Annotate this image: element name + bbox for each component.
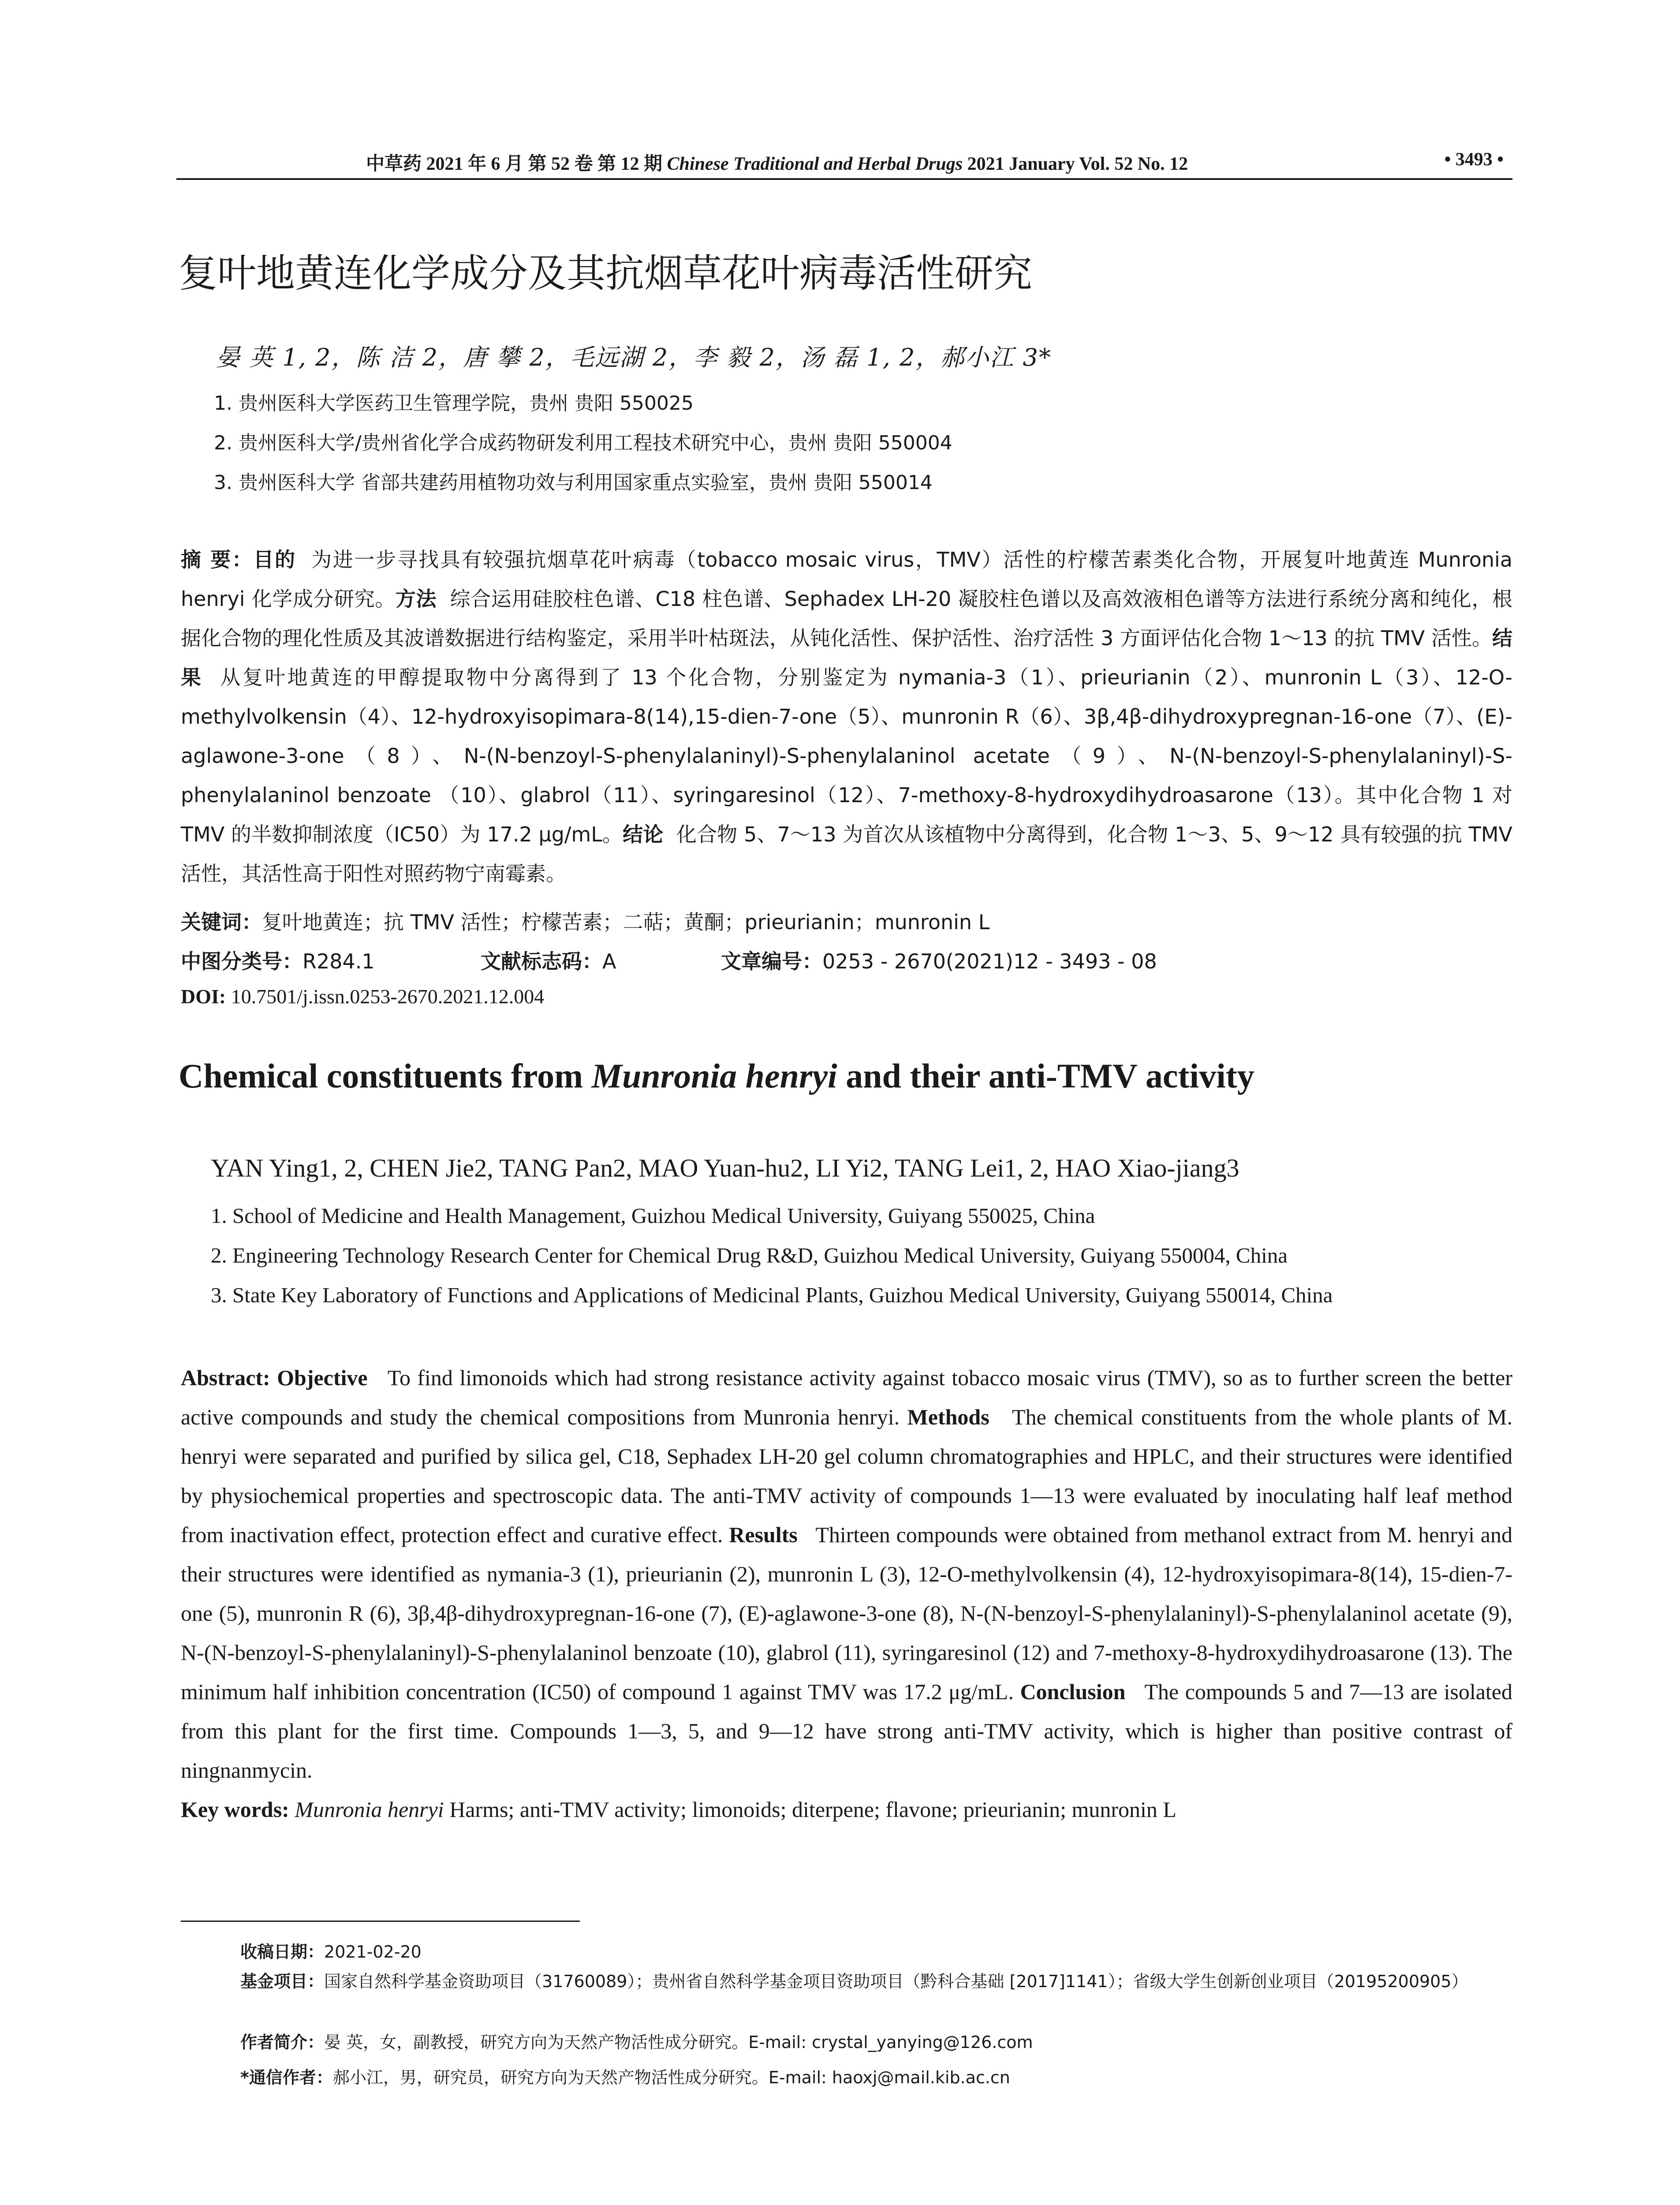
keywords-label-cn: 关键词： xyxy=(181,910,262,934)
abstract-en xyxy=(181,1358,1512,1829)
results-text-cn: 从复叶地黄连的甲醇提取物中分离得到了 13 个化合物，分别鉴定为 nymania-3（1）、prieurianin（2）、munronin L（3）、12-O-methylvolkensin（4）、12-hydroxyisopimara-8(14),15-dien-7-one（5）、munronin R（6）、3β,4β-dihydroxypregnan-16-one（7）、(E)-aglawone-3-one（8）、N-(N-benzoyl-S-phenylalaninyl)-S-phenylalaninol acetate（9）、N-(N-benzoyl-S-phenylalaninyl)-S-phenylalaninol benzoate （10）、glabrol（11）、syringaresinol（12）、7-methoxy-8-hydroxydihydroasarone（13）。其中化合物 1 对 TMV 的半数抑制浓度（IC50）为 17.2 μg/mL。 xyxy=(181,665,1512,846)
results-label-cn: 结果 xyxy=(181,626,1512,689)
abstract-label-cn: 摘 要： xyxy=(181,548,254,572)
footnote-rule xyxy=(181,1921,580,1922)
doi-label: DOI: xyxy=(181,985,226,1008)
affiliation-cn-2: 2. 贵州医科大学/贵州省化学合成药物研发利用工程技术研究中心，贵州 贵阳 550004 xyxy=(214,432,952,454)
results-text-en: Thirteen compounds were obtained from methanol extract from M. henryi and their structures were identified as nymania-3 (1), prieurianin (2), munronin L (3), 12-O-methylvolkensin (4), 12-hydroxyisopimara-8(14), 15-dien-7-one (5), munronin R (6), 3β,4β-dihydroxypregnan-16-one (7), (E)-aglawone-3-one (8), N-(N-benzoyl-S-phenylalaninyl)-S-phenylalaninol acetate (9), N-(N-benzoyl-S-phenylalaninyl)-S-phenylalaninol benzoate (10), glabrol (11), syringaresinol (12) and 7-methoxy-8-hydroxydihydroasarone (13). The minimum half inhibition concentration (IC50) of compound 1 against TMV was 17.2 μg/mL. xyxy=(181,1522,1512,1704)
affiliation-en-1: 1. School of Medicine and Health Management, Guizhou Medical University, Guiyang 550025, China xyxy=(211,1203,1095,1228)
conclusion-text-cn: 化合物 5、7～13 为首次从该植物中分离得到，化合物 1～3、5、9～12 具有较强的抗 TMV 活性，其活性高于阳性对照药物宁南霉素。 xyxy=(181,822,1513,886)
article-label: 文章编号： xyxy=(721,949,822,973)
methods-label-cn: 方法 xyxy=(395,587,437,611)
abstract-cn xyxy=(181,540,1512,893)
keywords-cn xyxy=(181,906,989,935)
journal-name-en: Chinese Traditional and Herbal Drugs xyxy=(667,154,963,174)
results-label-en: Results xyxy=(729,1522,798,1547)
doccode-label: 文献标志码： xyxy=(481,949,602,973)
class-label: 中图分类号： xyxy=(181,949,302,973)
page-number: • 3493 • xyxy=(1444,149,1504,170)
affiliation-en-3: 3. State Key Laboratory of Functions and Applications of Medicinal Plants, Guizhou Medical University, Guiyang 550014, China xyxy=(211,1283,1333,1307)
classification-line xyxy=(181,946,1157,975)
conclusion-label-cn: 结论 xyxy=(623,822,664,846)
doccode-value: A xyxy=(602,949,616,973)
received-value: 2021-02-20 xyxy=(324,1942,422,1962)
objective-text-en: To find limonoids which had strong resistance activity against tobacco mosaic virus (TMV), so as to further screen the better active compounds and study the chemical compositions from Munronia henryi. xyxy=(181,1365,1512,1429)
fund-value: 国家自然科学基金资助项目（31760089）；贵州省自然科学基金项目资助项目（黔科合基础 [2017]1141）；省级大学生创新创业项目（20195200905） xyxy=(324,1972,1468,1991)
issue-cn: 2021 年 6 月 第 52 卷 第 12 期 xyxy=(426,154,663,174)
title-en-part-3: and their anti-TMV activity xyxy=(837,1057,1254,1095)
methods-text-en: The chemical constituents from the whole plants of M. henryi were separated and purified by silica gel, C18, Sephadex LH-20 gel column chromatographies and HPLC, and their structures were identified by physiochemical properties and spectroscopic data. The anti-TMV activity of compounds 1—13 were evaluated by inoculating half leaf method from inactivation effect, protection effect and curative effect. xyxy=(181,1405,1512,1547)
received-label: 收稿日期： xyxy=(240,1942,325,1962)
doi-value: 10.7501/j.issn.0253-2670.2021.12.004 xyxy=(231,985,545,1008)
footnote-corresponding xyxy=(240,2064,1010,2091)
class-value: R284.1 xyxy=(302,949,375,973)
footnote-author-bio xyxy=(240,2029,1033,2056)
title-en xyxy=(179,1056,1254,1096)
doi-line xyxy=(181,985,544,1008)
title-en-species: Munronia henryi xyxy=(591,1057,837,1095)
authors-en: YAN Ying1, 2, CHEN Jie2, TANG Pan2, MAO Yuan-hu2, LI Yi2, TANG Lei1, 2, HAO Xiao-jiang3 xyxy=(211,1154,1239,1182)
conclusion-label-en: Conclusion xyxy=(1020,1679,1126,1704)
footnote-fund xyxy=(240,1968,1506,1995)
journal-name-cn: 中草药 xyxy=(366,154,422,174)
issue-en: 2021 January Vol. 52 No. 12 xyxy=(967,154,1188,174)
affiliation-cn-1: 1. 贵州医科大学医药卫生管理学院，贵州 贵阳 550025 xyxy=(214,392,694,415)
running-header xyxy=(176,144,1512,175)
objective-label-cn: 目的 xyxy=(253,548,296,572)
abstract-label-en: Abstract: Objective xyxy=(181,1365,368,1390)
footnote-received xyxy=(240,1938,422,1966)
article-value: 0253 - 2670(2021)12 - 3493 - 08 xyxy=(822,949,1157,973)
methods-label-en: Methods xyxy=(907,1405,989,1429)
running-header-left xyxy=(366,149,1188,176)
keywords-species-en: Munronia henryi xyxy=(295,1797,444,1822)
bio-label: 作者简介： xyxy=(240,2033,325,2052)
bio-value: 晏 英，女，副教授，研究方向为天然产物活性成分研究。E-mail: crystal_yanying@126.com xyxy=(324,2033,1033,2052)
header-rule xyxy=(176,178,1512,180)
conclusion-text-en: The compounds 5 and 7—13 are isolated from this plant for the first time. Compounds 1—3, 5, and 9—12 have strong anti-TMV activity, which is higher than positive contrast of ningnanmycin. xyxy=(181,1679,1512,1783)
keywords-label-en: Key words: xyxy=(181,1797,289,1822)
title-cn: 复叶地黄连化学成分及其抗烟草花叶病毒活性研究 xyxy=(179,250,1033,296)
corr-value: 郝小江，男，研究员，研究方向为天然产物活性成分研究。E-mail: haoxj@mail.kib.ac.cn xyxy=(332,2068,1010,2087)
corr-label: *通信作者： xyxy=(240,2068,333,2087)
objective-text-cn: 为进一步寻找具有较强抗烟草花叶病毒（tobacco mosaic virus，TMV）活性的柠檬苦素类化合物，开展复叶地黄连 Munronia henryi 化学成分研究。 xyxy=(181,548,1513,611)
keywords-text-cn: 复叶地黄连；抗 TMV 活性；柠檬苦素；二萜；黄酮；prieurianin；munronin L xyxy=(262,910,990,934)
keywords-text-en: Harms; anti-TMV activity; limonoids; diterpene; flavone; prieurianin; munronin L xyxy=(444,1797,1176,1822)
methods-text-cn: 综合运用硅胶柱色谱、C18 柱色谱、Sephadex LH-20 凝胶柱色谱以及高效液相色谱等方法进行系统分离和纯化，根据化合物的理化性质及其波谱数据进行结构鉴定，采用半叶枯斑法，从钝化活性、保护活性、治疗活性 3 方面评估化合物 1～13 的抗 TMV 活性。 xyxy=(181,587,1513,650)
title-en-part-1: Chemical constituents from xyxy=(179,1057,592,1095)
fund-label: 基金项目： xyxy=(240,1972,325,1991)
authors-cn: 晏 英 1, 2，陈 洁 2，唐 攀 2，毛远湖 2，李 毅 2，汤 磊 1, 2，郝小江 3* xyxy=(216,344,1052,371)
affiliation-cn-3: 3. 贵州医科大学 省部共建药用植物功效与利用国家重点实验室，贵州 贵阳 550014 xyxy=(214,471,933,494)
affiliation-en-2: 2. Engineering Technology Research Center for Chemical Drug R&D, Guizhou Medical University, Guiyang 550004, China xyxy=(211,1243,1288,1267)
